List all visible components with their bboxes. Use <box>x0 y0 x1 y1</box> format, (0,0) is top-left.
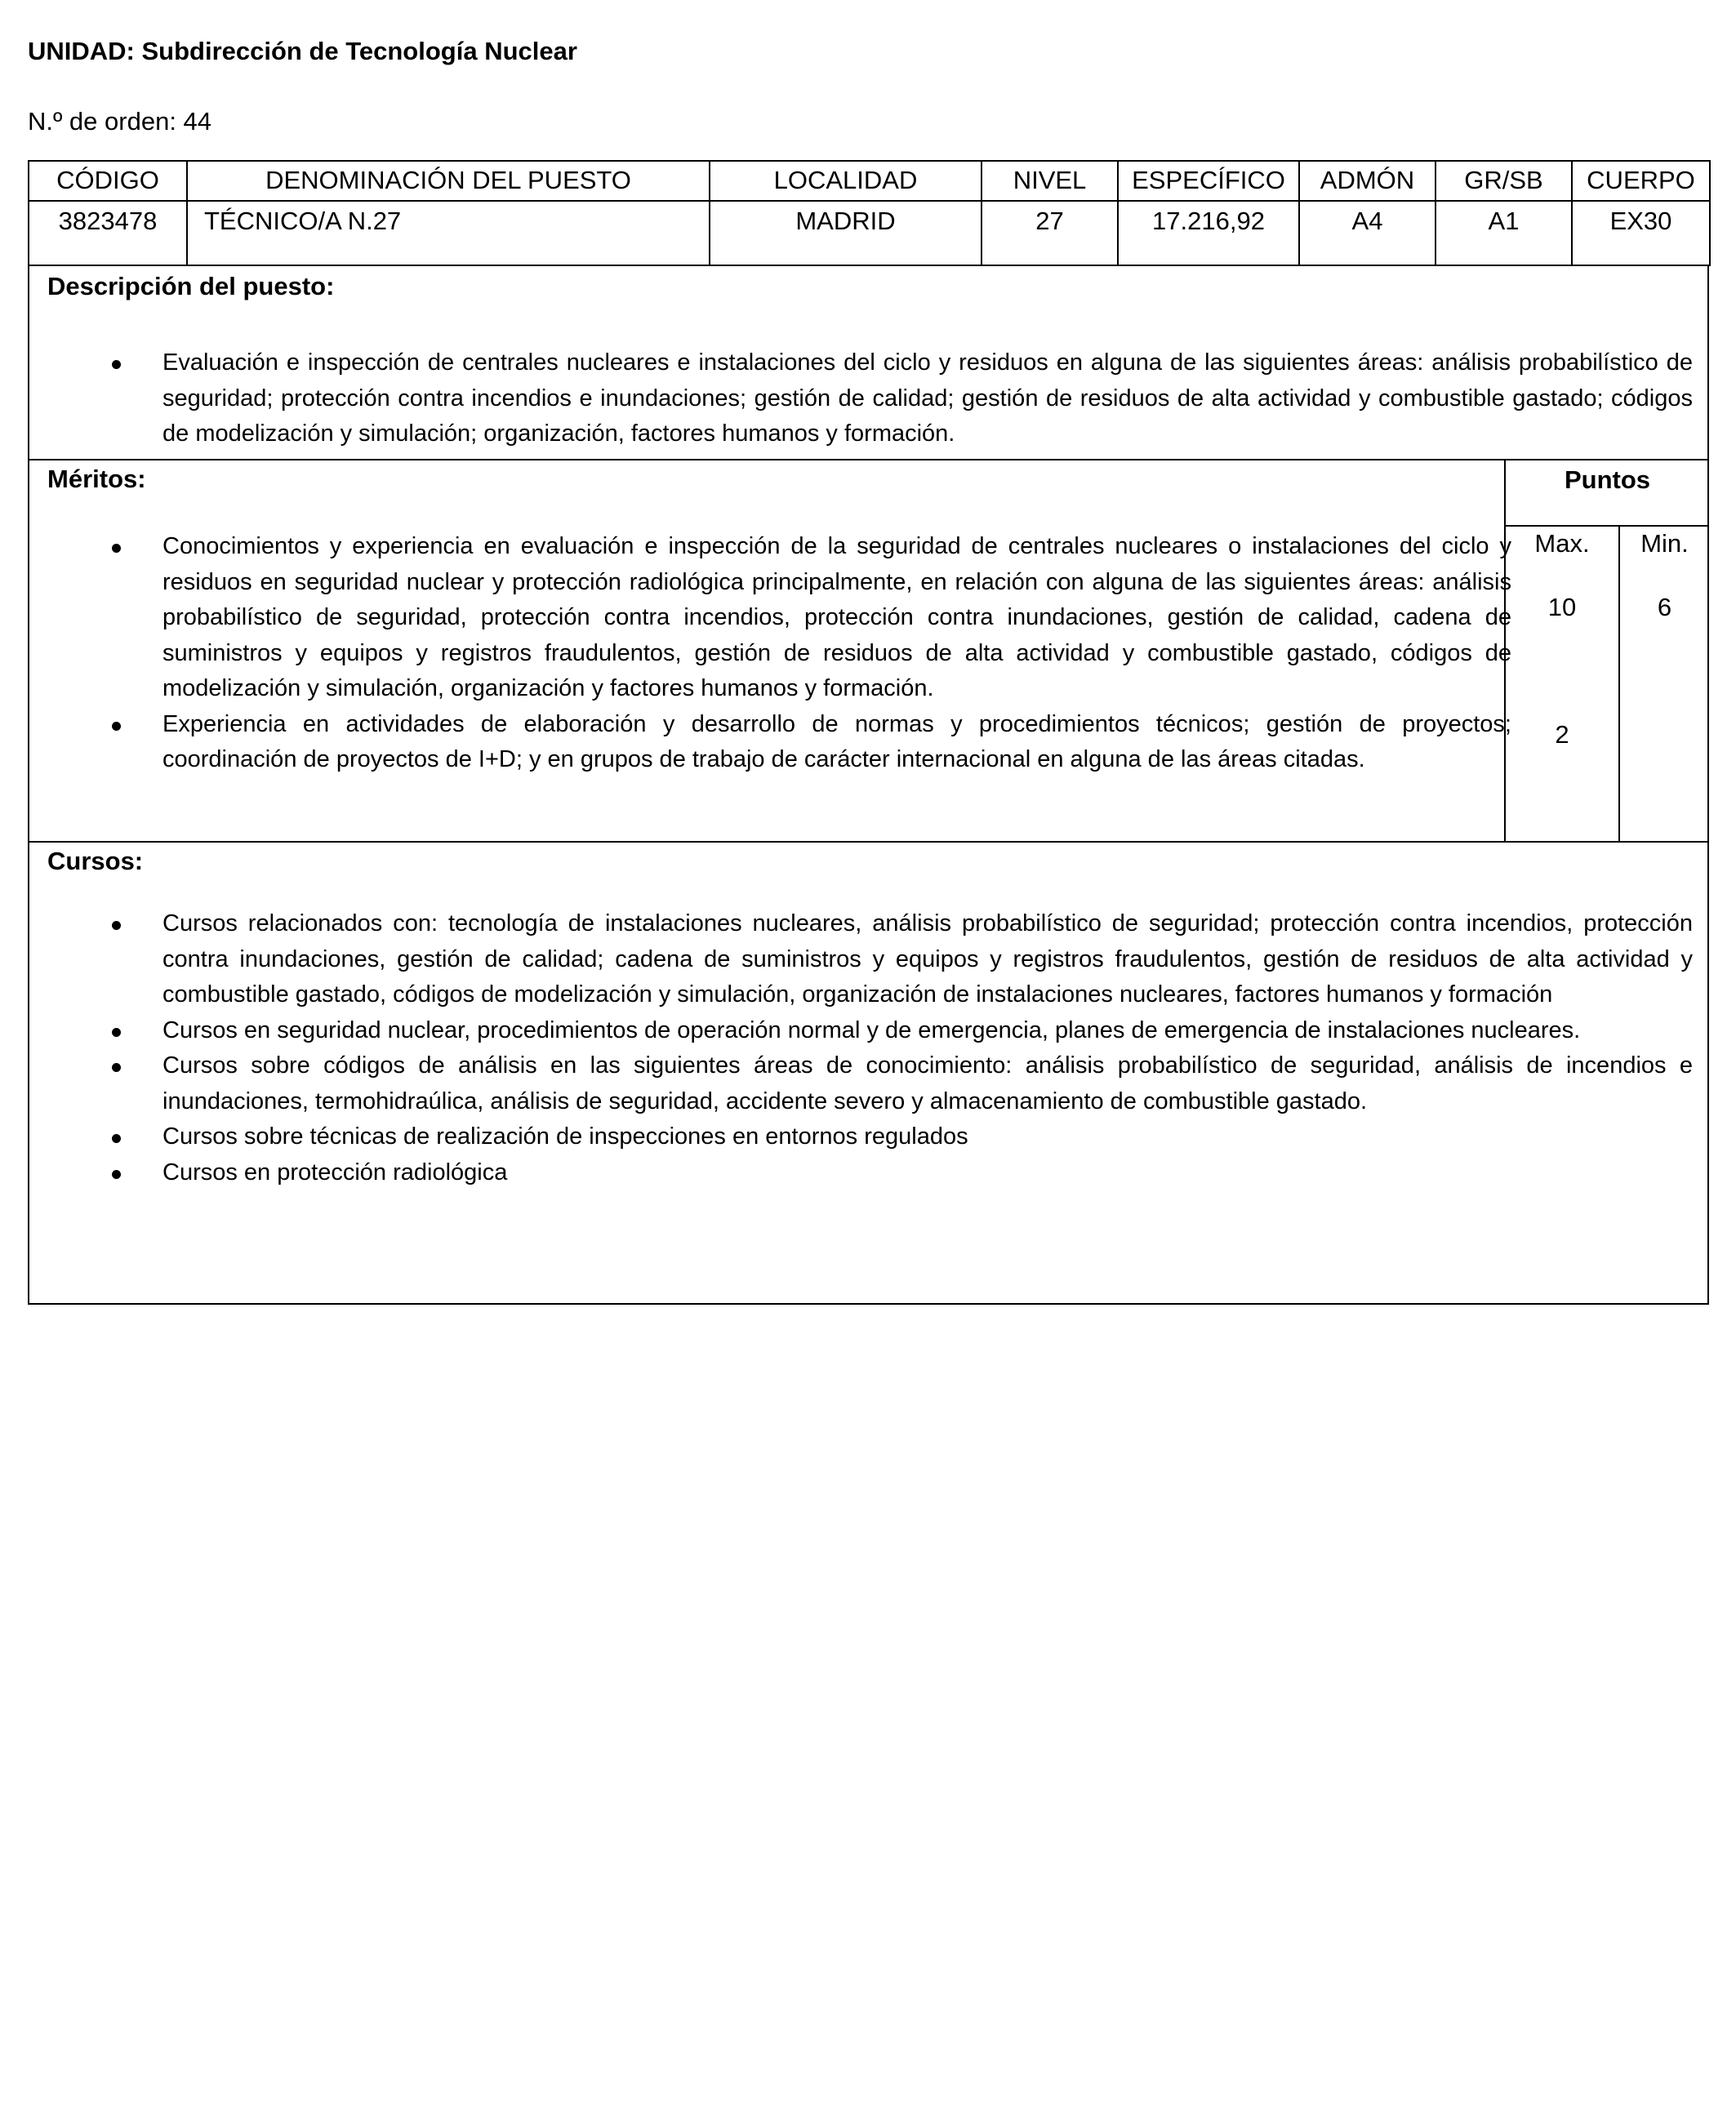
list-item <box>162 1155 1693 1191</box>
points-divider-horizontal <box>1506 525 1709 527</box>
courses-list <box>162 906 1693 1190</box>
bullet-icon <box>112 1170 121 1179</box>
list-item-text: Evaluación e inspección de centrales nucleares e instalaciones del ciclo y residuos en alguna de las siguientes áreas: análisis probabilístico de seguridad; protección contra incendios e inundaciones; gestión de calidad; gestión de residuos de alta actividad y combustible gastado; códigos de modelización y simulación; organización, factores humanos y formación. <box>162 349 1693 447</box>
list-item <box>162 1048 1693 1119</box>
points-min-value: 6 <box>1657 593 1672 621</box>
points-panel <box>1504 460 1709 841</box>
header-especifico: ESPECÍFICO <box>1118 161 1299 201</box>
merits-section <box>28 460 1709 843</box>
list-item-text: Cursos sobre técnicas de realización de inspecciones en entornos regulados <box>162 1123 968 1150</box>
bullet-icon <box>112 1063 121 1072</box>
description-label: Descripción del puesto: <box>47 272 335 300</box>
header-nivel: NIVEL <box>982 161 1118 201</box>
header-localidad: LOCALIDAD <box>710 161 982 201</box>
list-item-text: Cursos relacionados con: tecnología de instalaciones nucleares, análisis probabilístico de seguridad; protección contra incendios, protección contra inundaciones, gestión de calidad; cadena de suministros y equipos y registros fraudulentos, gestión de residuos de alta actividad y combustible gastado, códigos de modelización y simulación, organización de instalaciones nucleares, factores humanos y formación <box>162 910 1693 1008</box>
list-item-text: Cursos en seguridad nuclear, procedimientos de operación normal y de emergencia, planes de emergencia de instalaciones nucleares. <box>162 1016 1581 1043</box>
list-item-text: Experiencia en actividades de elaboración y desarrollo de normas y procedimientos técnicos; gestión de proyectos; coordinación de proyectos de I+D; y en grupos de trabajo de carácter internacional en alguna de las áreas citadas. <box>162 710 1511 772</box>
list-item <box>162 529 1511 707</box>
merits-label: Méritos: <box>47 465 146 493</box>
bullet-icon <box>112 544 121 553</box>
list-item <box>162 345 1693 452</box>
header-admon: ADMÓN <box>1299 161 1436 201</box>
bullet-icon <box>112 1028 121 1037</box>
header-grsb: GR/SB <box>1436 161 1572 201</box>
courses-label: Cursos: <box>47 847 144 875</box>
header-codigo: CÓDIGO <box>29 161 187 201</box>
courses-section <box>28 843 1709 1305</box>
cell-cuerpo: EX30 <box>1572 201 1710 265</box>
list-item <box>162 1013 1693 1049</box>
list-item-text: Conocimientos y experiencia en evaluación e inspección de la seguridad de centrales nucleares o instalaciones del ciclo y residuos en seguridad nuclear y protección radiológica principalmente, en relación con alguna de las siguientes áreas: análisis probabilístico de seguridad, protección contra incendios, protección contra inundaciones, gestión de calidad, cadena de suministros y equipos y registros fraudulentos, gestión de residuos de alta actividad y combustible gastado, códigos de modelización y simulación, organización y factores humanos y formación. <box>162 533 1511 701</box>
list-item <box>162 1119 1693 1155</box>
cell-nivel: 27 <box>982 201 1118 265</box>
bullet-icon <box>112 1134 121 1143</box>
cell-codigo: 3823478 <box>29 201 187 265</box>
points-max-label: Max. <box>1534 529 1590 558</box>
points-max-value: 10 <box>1547 593 1577 621</box>
bullet-icon <box>112 921 121 930</box>
list-item-text: Cursos en protección radiológica <box>162 1159 508 1186</box>
points-min-label: Min. <box>1640 529 1689 558</box>
table-row <box>29 201 1710 265</box>
list-item <box>162 707 1511 778</box>
description-list <box>162 345 1693 452</box>
position-table <box>28 160 1711 266</box>
list-item-text: Cursos sobre códigos de análisis en las siguientes áreas de conocimiento: análisis probabilístico de seguridad, análisis de incendios e inundaciones, termohidraúlica, análisis de seguridad, accidente severo y almacenamiento de combustible gastado. <box>162 1052 1693 1114</box>
bullet-icon <box>112 722 121 731</box>
header-cuerpo: CUERPO <box>1572 161 1710 201</box>
unit-title: UNIDAD: Subdirección de Tecnología Nuclear <box>28 37 577 65</box>
cell-grsb: A1 <box>1436 201 1572 265</box>
bullet-icon <box>112 360 121 369</box>
header-denominacion: DENOMINACIÓN DEL PUESTO <box>187 161 710 201</box>
cell-localidad: MADRID <box>710 201 982 265</box>
merits-list <box>162 529 1511 778</box>
description-section <box>28 265 1709 460</box>
points-divider-vertical <box>1618 527 1620 841</box>
list-item <box>162 906 1693 1013</box>
cell-denominacion: TÉCNICO/A N.27 <box>187 201 710 265</box>
points-max-value-2: 2 <box>1555 720 1569 749</box>
points-title: Puntos <box>1564 465 1651 494</box>
table-header-row <box>29 161 1710 201</box>
cell-especifico: 17.216,92 <box>1118 201 1299 265</box>
order-number: N.º de orden: 44 <box>28 107 212 136</box>
cell-admon: A4 <box>1299 201 1436 265</box>
